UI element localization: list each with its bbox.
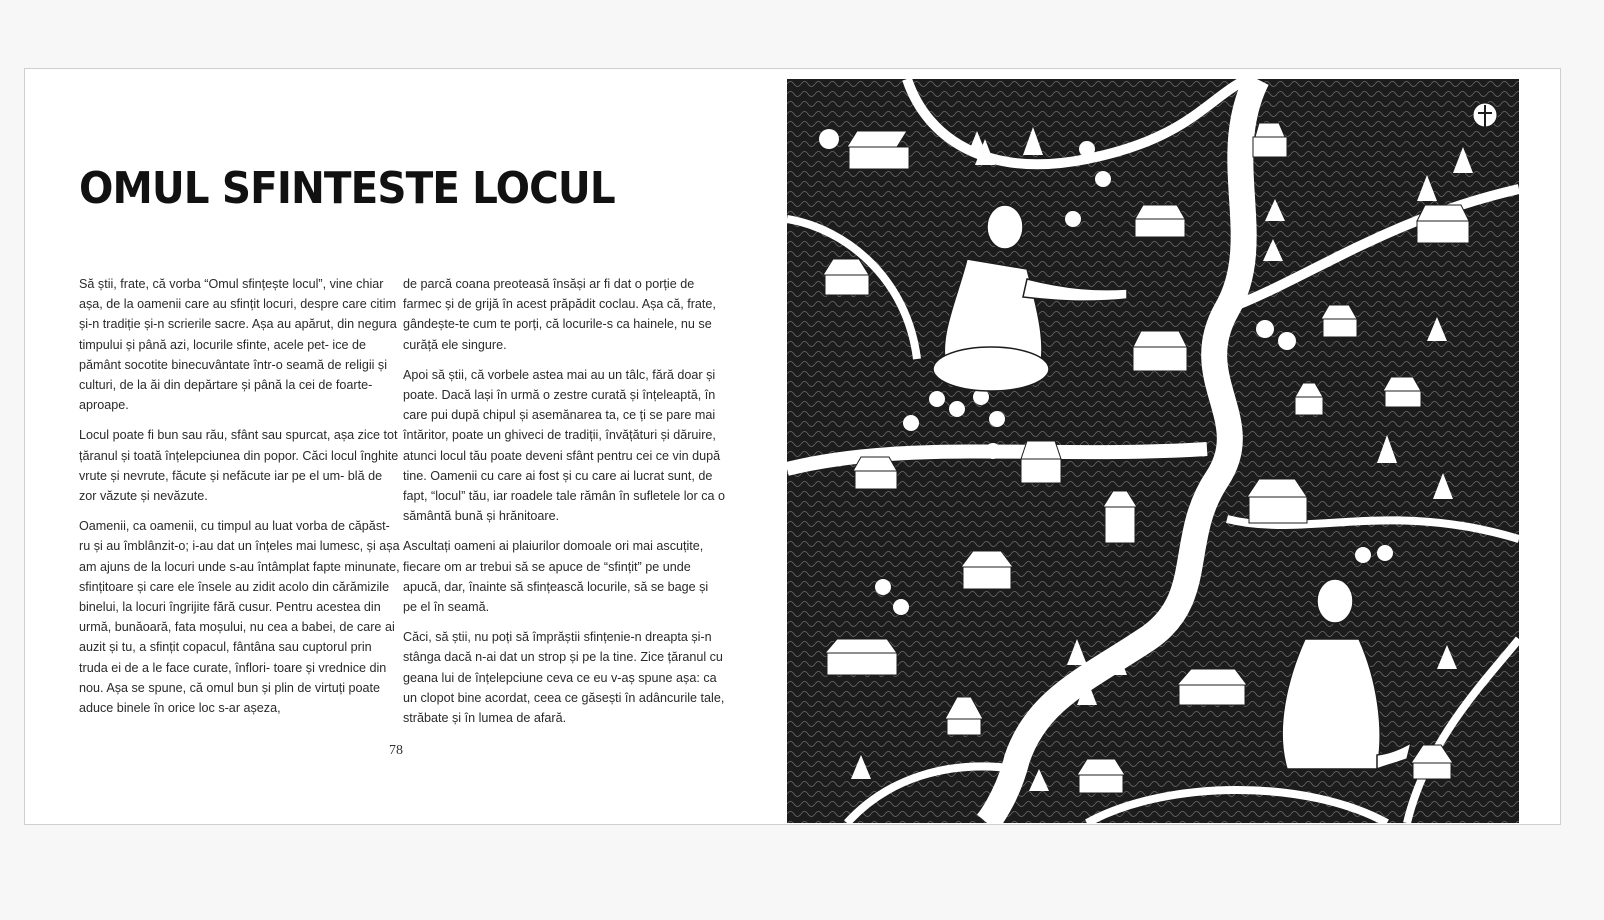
illustration-svg: [787, 79, 1519, 823]
page-number: 78: [389, 743, 403, 758]
paragraph: Căci, să știi, nu poți să împrăștii sfințenie-n dreapta și-n stânga dacă n-ai dat un strop și pe la tine. Zice țăranul cu geana lui de înțelepciune ceva ce eu v-aș spune așa: ca un clopot bine acordat, ceea ce găsești în adâncurile tale, străbate și în lumea de afară.: [403, 630, 725, 726]
village-illustration: [787, 79, 1519, 823]
wayside-cross-icon: [1473, 103, 1497, 127]
paragraph: Să știi, frate, că vorba “Omul sfințește locul”, vine chiar așa, de la oamenii care au sfințit locuri, despre care citim și-n tradiție și-n scrierile sacre. Așa au apărut, din negura timpului și până azi, locurile sfinte, acele pet- ice de pământ socotite binecuvântate într-o seamă de religii și culturi, de la ăi din depărtare și până la cei de foarte-aproape.: [79, 277, 397, 413]
paragraph: Apoi să știi, că vorbele astea mai au un tâlc, fără doar și poate. Dacă lași în urmă o zestre curată și înțeleaptă, în care pui după chipul și asemănarea ta, ce ți se pare mai întăritor, poate un ghiveci de tradiții, învățături și dăruire, atunci locul tău poate deveni sfânt pentru cei ce vin după tine. Oamenii cu care ai fost și cu care ai lucrat sunt, de fapt, “locul” tău, iar roadele tale rămân în sufletele lor ca o sământă bună și hrănitoare.: [403, 367, 726, 524]
paragraph: Ascultați oameni ai plaiurilor domoale ori mai ascuțite, fiecare om ar trebui să se apuce de “sfințit” pe unde apucă, dar, înainte să sfințească locurile, să se bage și pe el în seamă.: [403, 539, 709, 615]
page-title: OMUL SFINTESTE LOCUL: [79, 163, 615, 214]
text-column-right: [403, 274, 725, 738]
text-column-left: [79, 274, 401, 728]
paragraph: Locul poate fi bun sau rău, sfânt sau spurcat, așa zice tot țăranul și toată înțelepciunea din popor. Căci locul înghite vrute și nevrute, făcute și nefăcute iar pe el um- blă de zor văzute și nevăzute.: [79, 428, 399, 504]
paragraph: Oamenii, ca oamenii, cu timpul au luat vorba de căpăst- ru și au îmblânzit-o; i-au dat un înțeles mai lumesc, și așa am ajuns de la locuri unde s-au întâmplat fapte minunate, sfințitoare și care ele însele au zidit acolo din cărămizile binelui, la locuri îngrijite fără cusur. Pentru acestea din urmă, bunăoară, fata moșului, nu cea a babei, de care ai auzit și tu, a sfințit copacul, fântâna sau cuptorul prin truda ei de a le face curate, înflori- toare și vrednice din nou. Așa se spune, că omul bun și plin de virtuți poate aduce binele în orice loc s-ar așeza,: [79, 519, 400, 716]
paragraph: de parcă coana preoteasă însăși ar fi dat o porție de farmec și de grijă în acest prăpădit coclau. Așa că, frate, gândește-te cum te porți, că locurile-s ca hainele, nu se curăță ele singure.: [403, 277, 716, 352]
book-spread: [24, 68, 1561, 825]
